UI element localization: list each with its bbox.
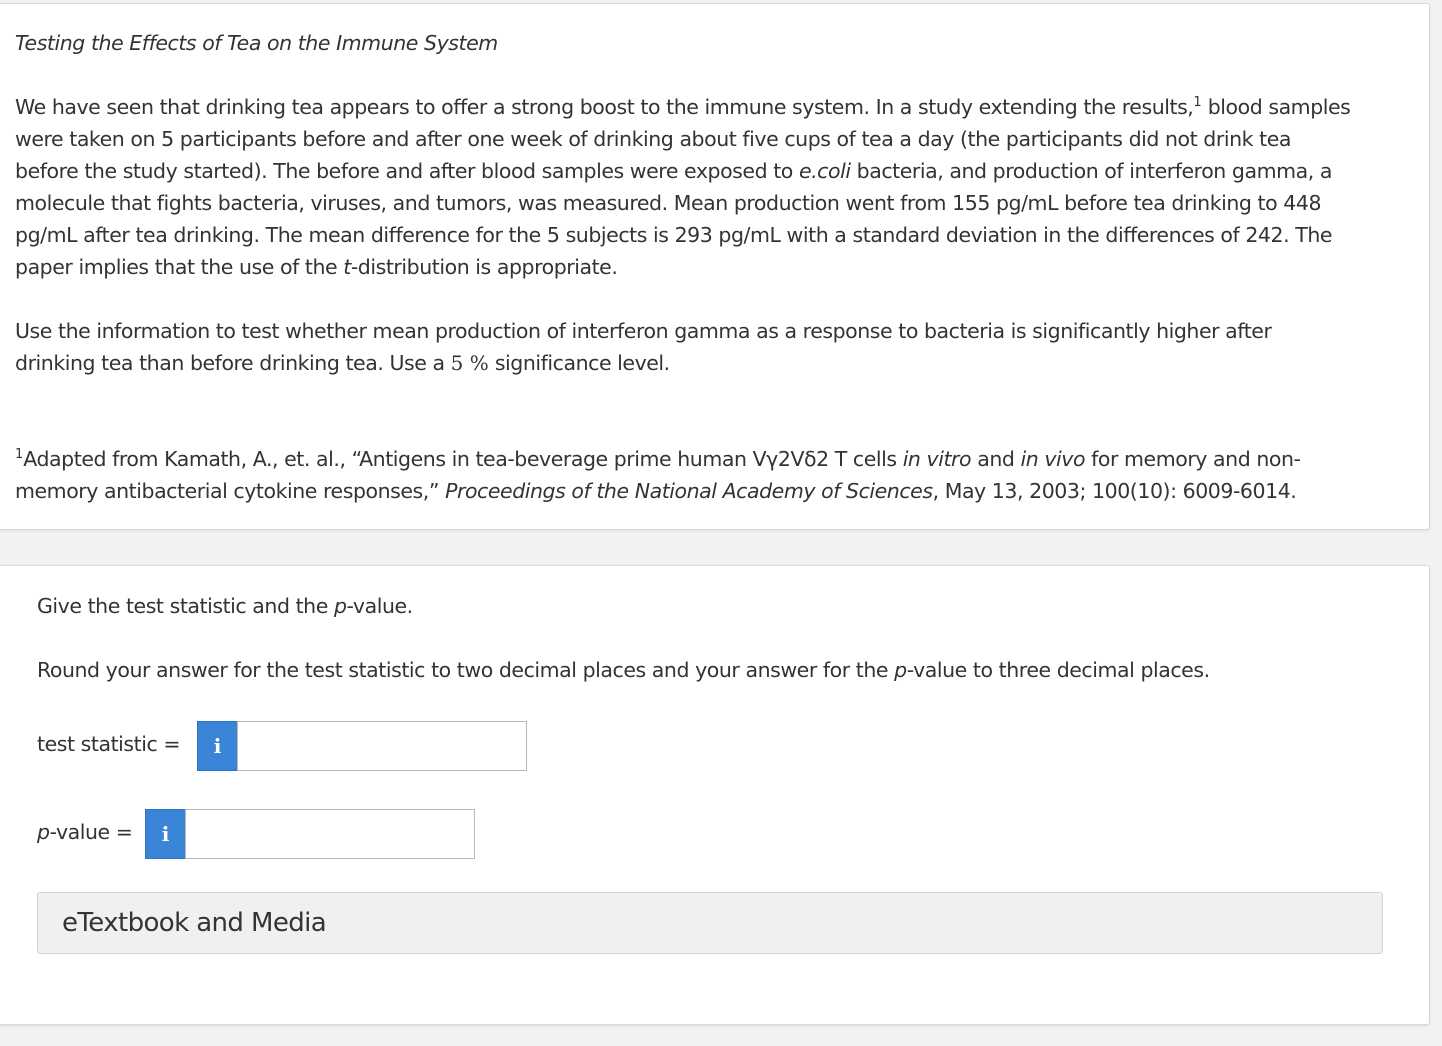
pvalue-label [37,816,133,848]
italic-text: in vitro [902,447,972,471]
italic-text: p [37,820,50,844]
pvalue-input[interactable] [185,809,475,859]
text-span: -value = [49,820,133,844]
test-statistic-input[interactable] [237,721,527,771]
italic-text: in vivo [1020,447,1086,471]
problem-text-line [15,347,670,379]
italic-text: t [343,255,351,279]
text-span: paper implies that the use of the [15,255,344,279]
text-span: memory antibacterial cytokine responses,” [15,479,446,503]
test-statistic-label: test statistic = [37,732,181,756]
italic-text: Proceedings of the National Academy of Sciences [445,479,933,503]
info-icon[interactable]: i [145,809,186,859]
question-instructions [37,654,1210,686]
math-value: 5 % [450,351,489,375]
text-span: drinking tea than before drinking tea. Use a [15,351,451,375]
text-span: Give the test statistic and the [37,594,334,618]
problem-text-line: pg/mL after tea drinking. The mean difference for the 5 subjects is 293 pg/mL with a standard deviation in the differences of 242. The [15,223,1333,247]
etextbook-media-label: eTextbook and Media [62,908,327,938]
italic-text: p [894,658,907,682]
etextbook-media-button[interactable] [37,892,1383,954]
text-span: bacteria, and production of interferon gamma, a [850,159,1332,183]
text-span: for memory and non- [1085,447,1301,471]
text-span: significance level. [488,351,670,375]
footnote-marker: 1 [15,447,24,462]
text-span: Round your answer for the test statistic to two decimal places and your answer for the [37,658,895,682]
problem-text-line: molecule that fights bacteria, viruses, and tumors, was measured. Mean production went from 155 pg/mL before tea drinking to 448 [15,191,1322,215]
text-span: -value. [346,594,413,618]
text-span: We have seen that drinking tea appears to offer a strong boost to the immune system. In a study extending the results, [15,95,1194,119]
footnote-ref: 1 [1193,95,1202,110]
info-icon[interactable]: i [197,721,238,771]
text-span: and [971,447,1021,471]
problem-text-line: were taken on 5 participants before and after one week of drinking about five cups of tea a day (the participants did not drink tea [15,127,1291,151]
text-span: -value to three decimal places. [906,658,1210,682]
italic-text: e.coli [798,159,851,183]
question-panel [0,565,1430,1025]
problem-text-line: Use the information to test whether mean production of interferon gamma as a response to bacteria is significantly higher after [15,319,1272,343]
footnote-line [15,475,1296,507]
italic-text: p [333,594,347,618]
problem-text-line [15,91,1350,123]
problem-text-line [15,251,617,283]
question-prompt [37,590,413,622]
text-span: blood samples [1201,95,1351,119]
text-span: before the study started). The before and after blood samples were exposed to [15,159,799,183]
problem-title: Testing the Effects of Tea on the Immune System [15,31,498,55]
text-span: , May 13, 2003; 100(10): 6009-6014. [932,479,1297,503]
problem-text-line [15,155,1332,187]
text-span: -distribution is appropriate. [350,255,618,279]
text-span: Adapted from Kamath, A., et. al., “Antigens in tea-beverage prime human Vγ2Vδ2 T cells [23,447,903,471]
footnote-line [15,443,1300,475]
